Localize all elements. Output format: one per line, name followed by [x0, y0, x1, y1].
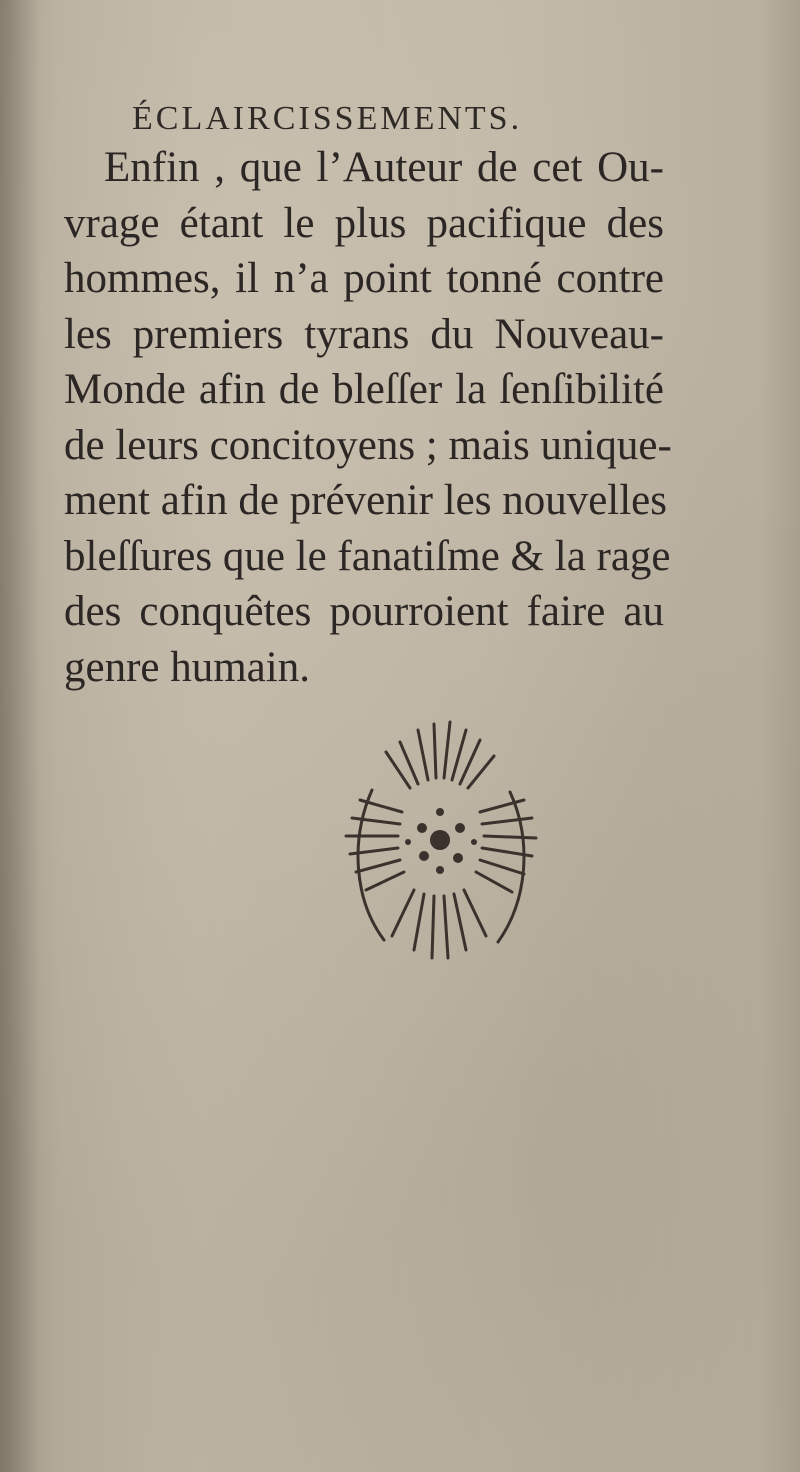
text-line: vrage étant le plus pacifique des — [64, 199, 664, 247]
running-head: ÉCLAIRCISSEMENTS. — [132, 100, 523, 137]
text-line: hommes, il n’a point tonné contre — [64, 255, 664, 302]
body-paragraph — [64, 140, 672, 695]
printer-flower-ornament — [310, 700, 570, 990]
text-line: Monde afin de bleſſer la ſenſibilité — [64, 366, 664, 413]
text-line: Enfin , que l’Auteur de cet Ou- — [104, 144, 664, 191]
text-line: bleſſures que le fanatiſme & la rage — [64, 532, 671, 580]
text-line: ment afin de prévenir les nouvelles — [64, 477, 667, 524]
text-line: des conquêtes pourroient faire au — [64, 588, 664, 635]
text-line: les premiers tyrans du Nouveau- — [64, 310, 664, 358]
text-line: de leurs concitoyens ; mais unique- — [64, 421, 672, 469]
page-gutter-shadow — [0, 0, 40, 1472]
text-line: genre humain. — [64, 643, 310, 691]
